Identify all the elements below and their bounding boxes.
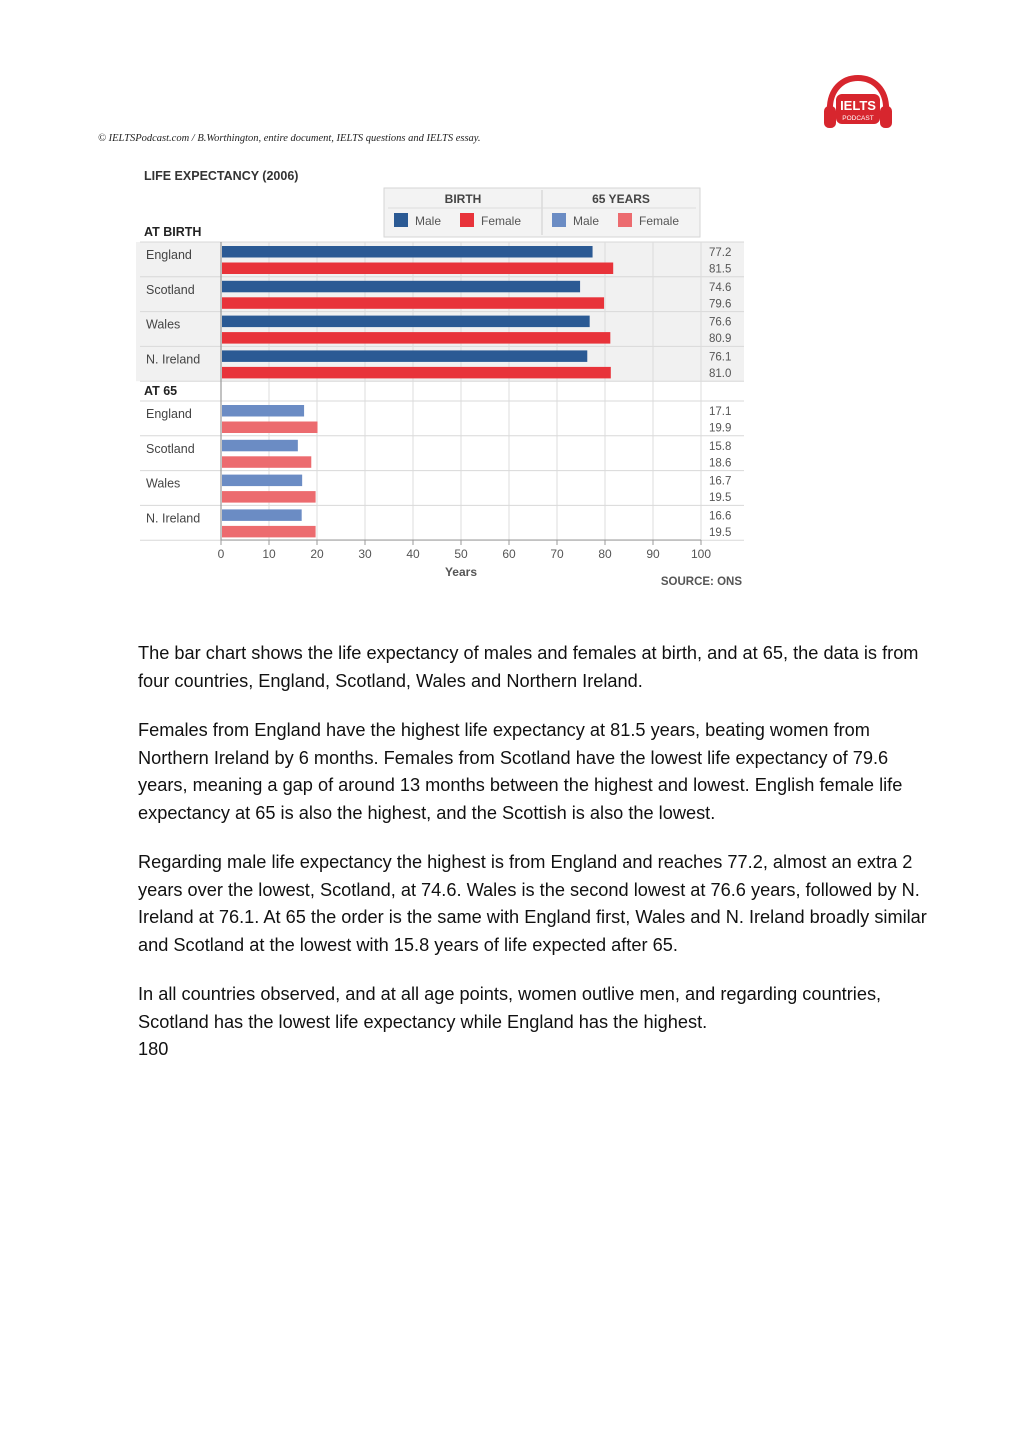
category-label: Wales [146,317,181,332]
bar [222,263,613,275]
value-label: 76.6 [709,316,732,329]
x-tick-label: 70 [550,547,564,561]
legend-label: Female [639,214,680,228]
legend-label: Male [415,214,442,228]
bar [222,422,318,434]
category-label: England [146,407,192,421]
section-label: AT 65 [144,384,178,398]
x-tick-label: 10 [262,547,276,561]
x-tick-label: 40 [406,547,420,561]
x-tick-label: 90 [646,547,660,561]
x-tick-label: 20 [310,547,324,561]
ielts-podcast-logo [822,74,894,136]
value-label: 74.6 [709,281,732,294]
bar [222,332,610,344]
value-label: 16.7 [709,475,732,488]
legend-swatch [552,213,566,227]
legend-group-title: 65 YEARS [592,192,650,206]
x-tick-label: 30 [358,547,372,561]
bar [222,440,298,452]
value-label: 79.6 [709,298,732,311]
value-label: 76.1 [709,351,732,364]
copyright-notice: © IELTSPodcast.com / B.Worthington, entire document, IELTS questions and IELTS essay. [98,133,481,144]
bar [222,405,304,417]
bar [222,491,316,503]
x-tick-label: 60 [502,547,516,561]
category-label: N. Ireland [146,511,201,526]
bar [222,316,590,328]
legend-label: Male [573,214,600,228]
x-axis-title: Years [444,565,478,579]
word-count: 180 [138,1039,169,1059]
bar [222,367,611,379]
bar [222,246,593,258]
essay-text [138,640,928,1086]
x-tick-label: 50 [454,547,468,561]
value-label: 19.9 [709,422,732,435]
essay-paragraph-1: The bar chart shows the life expectancy of males and females at birth, and at 65, the data is from four countries, England, Scotland, Wales and Northern Ireland. [138,643,919,691]
value-label: 17.1 [709,406,732,418]
value-label: 19.5 [709,492,732,505]
category-label: Scotland [146,441,195,456]
legend-label: Female [481,214,522,228]
source-note: SOURCE: ONS [660,576,742,588]
category-label: Scotland [146,282,195,297]
legend-swatch [394,213,408,227]
bar [222,475,302,487]
value-label: 18.6 [709,457,732,470]
essay-paragraph-4: In all countries observed, and at all age points, women outlive men, and regarding countries, Scotland has the lowest life expectancy while England has the highest. [138,984,882,1032]
bar [222,350,587,362]
value-label: 81.0 [709,367,732,380]
x-tick-label: 100 [690,547,712,561]
logo-subtext: PODCAST [842,115,874,122]
bar [222,456,311,468]
chart-svg [136,162,756,602]
category-label: N. Ireland [146,352,201,367]
bar [222,281,580,293]
legend-group-title: BIRTH [444,192,482,206]
legend-swatch [460,213,474,227]
value-label: 16.6 [709,510,732,523]
logo-text: IELTS [840,98,876,113]
bar [222,509,302,521]
value-label: 80.9 [709,333,732,346]
section-label: AT BIRTH [144,225,202,239]
value-label: 77.2 [709,247,732,259]
x-tick-label: 80 [598,547,612,561]
value-label: 15.8 [709,440,732,453]
life-expectancy-chart [136,162,756,607]
legend-swatch [618,213,632,227]
bar [222,297,604,309]
bar [222,526,316,538]
essay-paragraph-2: Females from England have the highest life expectancy at 81.5 years, beating women from Northern Ireland by 6 months. Females from Scotland have the lowest life expectancy of 79.6 years, meaning a gap of around 13 months between the highest and lowest. English female life expectancy at 65 is also the highest, and the Scottish is also the lowest. [138,720,903,823]
value-label: 19.5 [709,526,732,539]
essay-paragraph-3: Regarding male life expectancy the highest is from England and reaches 77.2, almost an extra 2 years over the lowest, Scotland, at 74.6. Wales is the second lowest at 76.6 years, followed by N. Ireland at 76.1. At 65 the order is the same with England first, Wales and N. Ireland broadly similar and Scotland at the lowest with 15.8 years of life expected after 65. [138,852,927,955]
chart-title: LIFE EXPECTANCY (2006) [144,169,299,183]
category-label: Wales [146,476,181,491]
x-tick-label: 0 [217,547,225,561]
category-label: England [146,248,192,262]
value-label: 81.5 [709,263,732,276]
